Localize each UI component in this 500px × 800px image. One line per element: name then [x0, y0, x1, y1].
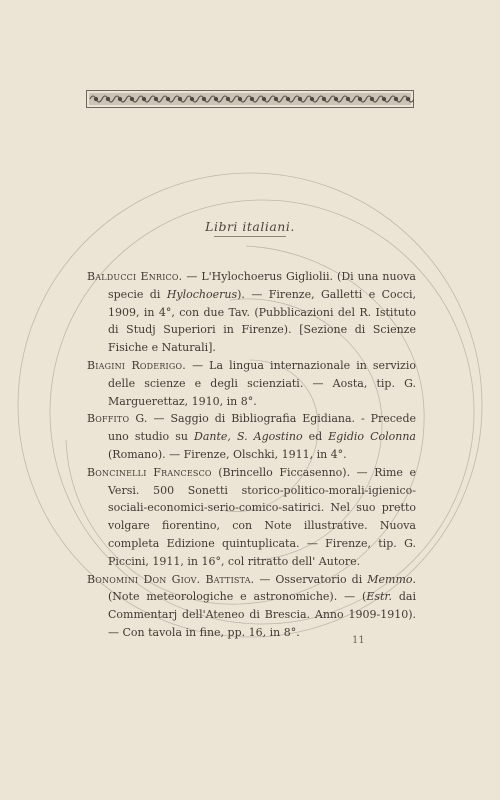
entry-text: (Brincello Ficcasenno). — Rime e Versi. 500 Sonetti storico-politico-morali-igienico-sociali-economici-serio-comico-satirici. Nel suo pretto volgare fiorentino, con Note illustrative. Nuova completa Edizione quintuplicata. — Firenze, tip. G. Piccini, 1911, in 16°, col ritratto dell' Autore. — [108, 465, 416, 568]
entry-text: — Osservatorio di — [254, 572, 368, 586]
entry-italic-text: Hylochoerus — [166, 287, 238, 301]
entry-author: Biagini Roderigo. — [87, 358, 186, 372]
list-item — [87, 464, 416, 571]
entry-text: (Romano). — Firenze, Olschki, 1911, in 4°. — [108, 447, 347, 461]
entry-author: Boffito G. — [87, 412, 148, 426]
entry-text: ed — [302, 430, 329, 444]
entry-text: ). — Firenze, Galletti e Cocci, 1909, in 4°, con due Tav. (Pubblicazioni del R. Istituto di Studj Superiori in Firenze). [Sezione di Scienze Fisiche e Naturali]. — [108, 287, 417, 355]
bibliography-list — [87, 268, 416, 642]
page-number: 11 — [352, 635, 365, 646]
title-underline — [214, 236, 286, 237]
entry-author: Bonomini Don Giov. Battista. — [87, 572, 255, 586]
entry-italic-text: Memmo — [367, 572, 413, 586]
ornamental-border — [86, 90, 414, 108]
entry-text: — L'Hylochoerus Gigliolii. (Di una nuova specie di — [108, 270, 416, 301]
entry-text: — Saggio di Bibliografia Egidiana. - Precede uno studio su — [108, 412, 416, 444]
entry-text: dai Commentarj dell'Ateneo di Brescia. Anno 1909-1910). — Con tavola in fine, pp. 16, in 8°. — [108, 590, 416, 639]
entry-italic-text: Egidio Colonna — [328, 430, 416, 444]
list-item — [87, 410, 416, 463]
list-item — [87, 268, 416, 357]
entry-italic-text: Dante, S. Agostino — [194, 430, 303, 444]
entry-text: — La lingua internazionale in servizio delle scienze e degli scienziati. — Aosta, tip. G. Marguerettaz, 1910, in 8°. — [108, 358, 416, 408]
section-title: Libri italiani. — [205, 219, 295, 234]
entry-author: Boncinelli Francesco — [87, 465, 212, 479]
entry-text: . (Note meteorologiche e astronomiche). — ( — [108, 572, 416, 604]
list-item — [87, 571, 416, 642]
entry-italic-text: Estr. — [366, 590, 392, 604]
entry-author: Balducci Enrico. — [87, 270, 183, 283]
list-item — [87, 357, 416, 410]
